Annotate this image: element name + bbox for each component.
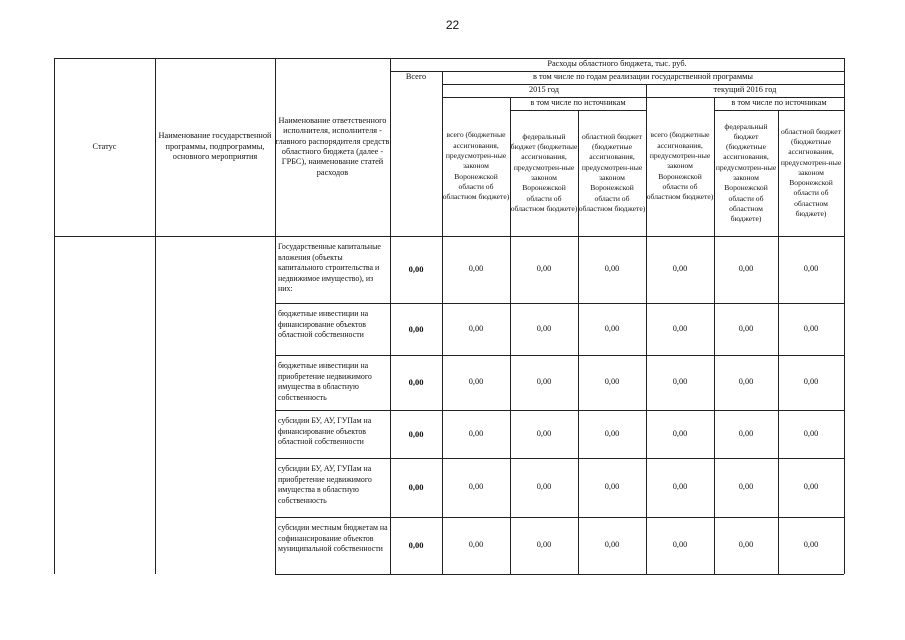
row-label: субсидии БУ, АУ, ГУПам на финансирование объектов областной собственности [278,416,372,447]
row-value: 0,00 [468,428,484,438]
row-label: бюджетные инвестиции на финансирование объектов областной собственности [278,309,369,340]
row-value: 0,00 [803,482,819,492]
header-expenses: Расходы областного бюджета, тыс. руб. [547,59,687,69]
header-year-2015: 2015 год [529,85,559,95]
header-col-regional-2016: областной бюджет (бюджетные ассигнования, предусмотрен-ные законом Воронежской области об областном бюджете) [780,126,842,219]
row-value: 0,00 [738,540,754,550]
row-value: 0,00 [604,482,620,492]
header-col-federal-2016: федеральный бюджет (бюджетные ассигнования, предусмотрен-ные законом Воронежской области об областном бюджете) [715,121,777,224]
row-value: 0,00 [803,323,819,333]
row-value: 0,00 [738,428,754,438]
header-program: Наименование государственной программы, подпрограммы, основного мероприятия [158,131,272,162]
row-value: 0,00 [672,377,688,387]
row-value: 0,00 [468,540,484,550]
row-value: 0,00 [536,377,552,387]
row-total-value: 0,00 [408,323,424,334]
header-col-regional-2015: областной бюджет (бюджетные ассигнования, предусмотрен-ные законом Воронежской области об областном бюджете) [578,131,646,213]
row-value: 0,00 [468,264,484,274]
row-value: 0,00 [738,482,754,492]
row-value: 0,00 [468,377,484,387]
row-value: 0,00 [738,264,754,274]
row-value: 0,00 [803,540,819,550]
row-value: 0,00 [604,323,620,333]
row-value: 0,00 [803,377,819,387]
page-number: 22 [445,18,460,32]
row-label: бюджетные инвестиции на приобретение недвижимого имущества в областную собственность [278,361,372,402]
row-value: 0,00 [536,264,552,274]
row-value: 0,00 [672,482,688,492]
header-by-sources-2015: в том числе по источникам [530,98,626,108]
header-year-2016: текущий 2016 год [713,85,777,95]
header-by-sources-2016: в том числе по источникам [731,98,827,108]
header-total: Всего [405,72,427,82]
row-value: 0,00 [468,482,484,492]
row-value: 0,00 [604,540,620,550]
row-value: 0,00 [803,264,819,274]
row-total-value: 0,00 [408,482,424,493]
row-line-5 [275,574,844,575]
row-label: субсидии БУ, АУ, ГУПам на приобретение недвижимого имущества в областную собственность [278,464,372,505]
header-col-total-2015: всего (бюджетные ассигнования, предусмотрен-ные законом Воронежской области об областном бюджете) [442,130,510,202]
row-value: 0,00 [672,428,688,438]
row-value: 0,00 [604,264,620,274]
row-value: 0,00 [672,264,688,274]
row-value: 0,00 [672,540,688,550]
header-col-federal-2015: федеральный бюджет (бюджетные ассигнования, предусмотрен-ные законом Воронежской области об областном бюджете) [510,131,578,213]
row-value: 0,00 [536,428,552,438]
row-value: 0,00 [738,377,754,387]
row-total-value: 0,00 [408,540,424,551]
row-total-value: 0,00 [408,264,424,275]
row-label: Государственные капитальные вложения (объекты капитального строительства и недвижимое имущество), из них: [278,242,381,294]
row-value: 0,00 [536,482,552,492]
row-value: 0,00 [468,323,484,333]
header-responsible: Наименование ответственного исполнителя, исполнителя - главного распорядителя средств областного бюджета (далее - ГРБС), наименование статей расходов [275,115,390,177]
row-total-value: 0,00 [408,428,424,439]
row-value: 0,00 [604,377,620,387]
row-value: 0,00 [672,323,688,333]
row-label: субсидии местным бюджетам на софинансирование объектов муниципальной собственности [278,523,388,554]
row-value: 0,00 [738,323,754,333]
vline-10 [844,58,845,574]
row-value: 0,00 [536,323,552,333]
header-by-years: в том числе по годам реализации государственной программы [533,72,753,82]
header-col-total-2016: всего (бюджетные ассигнования, предусмотрен-ные законом Воронежской области об областном бюджете) [646,130,714,202]
header-status: Статус [92,141,117,151]
row-value: 0,00 [803,428,819,438]
row-value: 0,00 [536,540,552,550]
row-value: 0,00 [604,428,620,438]
row-total-value: 0,00 [408,377,424,388]
